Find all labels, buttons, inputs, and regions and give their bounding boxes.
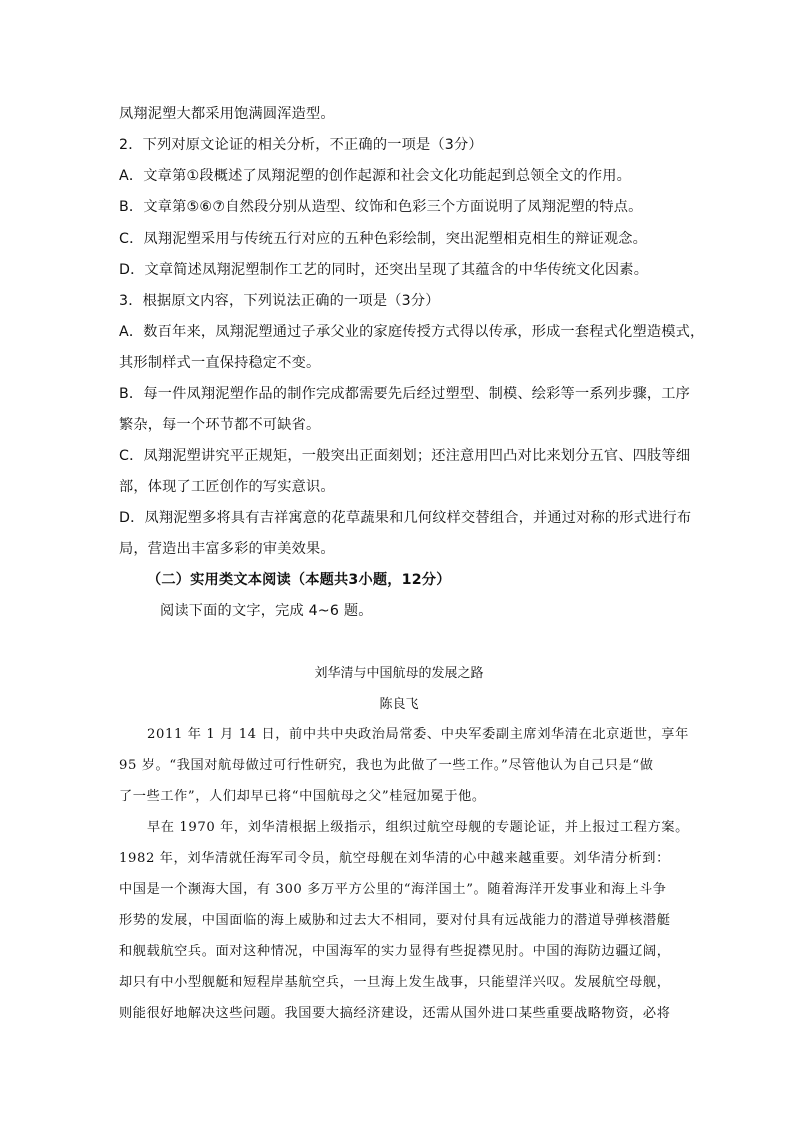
article-line: 1982 年，刘华清就任海军司令员，航空母舰在刘华清的心中越来越重要。刘华清分析到： [119,851,670,866]
article-line: 了一些工作”，人们却早已将“中国航母之父”桂冠加冕于他。 [119,789,486,804]
question-3-option-c-cont: 部，体现了工匠创作的写实意识。 [119,479,335,495]
article-line: 中国是一个濒海大国，有 300 多万平方公里的“海洋国土”。随着海洋开发事业和海上斗争 [119,882,667,897]
article-line: 则能很好地解决这些问题。我国要大搞经济建设，还需从国外进口某些重要战略物资，必将 [119,1006,671,1021]
text-line: 凤翔泥塑大都采用饱满圆浑造型。 [119,106,335,122]
question-2-option-b: B．文章第⑤⑥⑦自然段分别从造型、纹饰和色彩三个方面说明了凤翔泥塑的特点。 [119,199,643,215]
question-3-option-c: C．凤翔泥塑讲究平正规矩，一般突出正面刻划；还注意用凹凸对比来划分五官、四肢等细 [119,448,691,464]
article-line: 和舰载航空兵。面对这种情况，中国海军的实力显得有些捉襟见肘。中国的海防边疆辽阔， [119,944,671,959]
article-author: 陈良飞 [379,697,419,712]
question-2-stem: 2．下列对原文论证的相关分析，不正确的一项是（3分） [119,137,483,153]
question-3-option-b-cont: 繁杂，每一个环节都不可缺省。 [119,417,321,433]
question-3-option-a-cont: 其形制样式一直保持稳定不变。 [119,355,321,371]
section-heading: （二）实用类文本阅读（本题共3小题，12分） [147,572,451,588]
question-3-option-a: A．数百年来，凤翔泥塑通过子承父业的家庭传授方式得以传承，形成一套程式化塑造模式， [119,324,705,340]
question-3-option-d-cont: 局，营造出丰富多彩的审美效果。 [119,541,335,557]
question-3-stem: 3．根据原文内容，下列说法正确的一项是（3分） [119,293,440,309]
question-2-option-d: D．文章简述凤翔泥塑制作工艺的同时，还突出呈现了其蕴含的中华传统文化因素。 [119,262,649,278]
question-3-option-b: B．每一件凤翔泥塑作品的制作完成都需要先后经过塑型、制模、绘彩等一系列步骤，工序 [119,386,691,402]
reading-instruction: 阅读下面的文字，完成 4~6 题。 [160,603,373,619]
article-line: 95 岁。“我国对航母做过可行性研究，我也为此做了一些工作。”尽管他认为自己只是“做 [119,758,654,773]
article-line: 早在 1970 年，刘华清根据上级指示，组织过航空母舰的专题论证，并上报过工程方案。 [147,820,689,835]
article-line: 2011 年 1 月 14 日，前中共中央政治局常委、中央军委副主席刘华清在北京逝世，享年 [147,727,689,742]
question-2-option-c: C．凤翔泥塑采用与传统五行对应的五种色彩绘制，突出泥塑相克相生的辩证观念。 [119,231,648,247]
question-3-option-d: D．凤翔泥塑多将具有吉祥寓意的花草蔬果和几何纹样交替组合，并通过对称的形式进行布 [119,510,692,526]
question-2-option-a: A．文章第①段概述了凤翔泥塑的创作起源和社会文化功能起到总领全文的作用。 [119,168,632,184]
article-line: 却只有中小型舰艇和短程岸基航空兵，一旦海上发生战事，只能望洋兴叹。发展航空母舰， [119,975,671,990]
article-line: 形势的发展，中国面临的海上威胁和过去大不相同，要对付具有远战能力的潜道导弹核潜艇 [119,913,671,928]
article-title: 刘华清与中国航母的发展之路 [314,666,484,681]
